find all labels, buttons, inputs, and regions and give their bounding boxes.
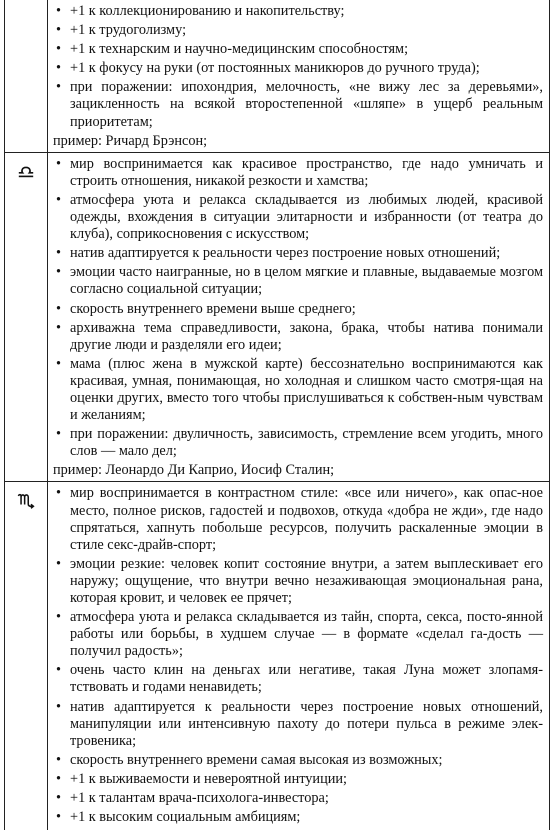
list-item <box>53 662 543 696</box>
bullet-icon: • <box>56 555 62 572</box>
list-item <box>53 320 543 354</box>
bullet-icon: • <box>56 662 62 679</box>
list-item <box>53 264 543 298</box>
bullet-list <box>53 156 543 461</box>
item-text: +1 к фокусу на руки (от постоянных маникюров до ручного труда); <box>70 60 480 77</box>
table-row <box>5 0 550 152</box>
libra-icon <box>6 154 46 185</box>
list-item <box>53 356 543 424</box>
item-text: натив адаптируется к реальности через построение новых отношений; <box>70 245 501 262</box>
item-text: архиважна тема справедливости, закона, брака, чтобы натива понимали другие люди и разделяли его идеи; <box>70 319 543 353</box>
bullet-icon: • <box>56 319 62 336</box>
bullet-icon: • <box>56 426 62 443</box>
item-text: мир воспринимается в контрастном стиле: «все или ничего», как опас-ное место, полное рисков, гадостей и подвохов, откуда «добра не жди», где надо спрятаться, хапнуть побольше ресурсов, получить раскаленные эмоции в стиле секс-драйв-спорт; <box>70 485 543 553</box>
bullet-icon: • <box>56 245 62 262</box>
bullet-icon: • <box>56 79 62 96</box>
zodiac-table <box>4 0 550 830</box>
bullet-icon: • <box>56 191 62 208</box>
item-text: +1 к трудоголизму; <box>70 22 187 39</box>
text-cell <box>48 482 550 830</box>
table-row <box>5 152 550 482</box>
list-item <box>53 3 543 20</box>
item-text: мир воспринимается как красивое пространство, где надо умничать и строить отношения, никакой резкости и хамства; <box>70 155 543 189</box>
list-item <box>53 790 543 807</box>
item-text: +1 к коллекционированию и накопительству; <box>70 3 345 19</box>
item-text: +1 к талантам врача-психолога-инвестора; <box>70 790 329 807</box>
list-item <box>53 752 543 769</box>
list-item <box>53 41 543 58</box>
item-text: атмосфера уюта и релакса складывается из любимых людей, красивой одежды, вхождения в ситуации элитарности и избранности (от театра до клуба), соприкосновения с искусством; <box>70 191 543 243</box>
bullet-icon: • <box>56 300 62 317</box>
list-item <box>53 245 543 262</box>
list-item <box>53 609 543 660</box>
list-item <box>53 60 543 77</box>
item-text: +1 к технарским и научно-медицинским способностям; <box>70 41 409 58</box>
item-text: эмоции часто наигранные, но в целом мягкие и плавные, выдаваемые мозгом согласно социальной ситуации; <box>70 264 543 298</box>
item-text: при поражении: ипохондрия, мелочность, «не вижу лес за деревьями», зацикленность на всякой второстепенной «шляпе» в ущерб реальным приоритетам; <box>70 79 543 130</box>
sign-cell <box>5 482 48 830</box>
sign-cell <box>5 152 48 482</box>
item-text: атмосфера уюта и релакса складывается из тайн, спорта, секса, посто-янной работы или борьбы, в худшем случае — в формате «сделал га-дость — получил радость»; <box>70 609 543 660</box>
bullet-icon: • <box>56 3 62 19</box>
list-item <box>53 22 543 39</box>
list-item <box>53 301 543 318</box>
bullet-icon: • <box>56 790 62 807</box>
text-cell <box>48 0 550 152</box>
list-item <box>53 809 543 826</box>
bullet-icon: • <box>56 751 62 768</box>
bullet-icon: • <box>56 609 62 626</box>
item-text: натив адаптируется к реальности через построение новых отношений, манипуляции или интенсивную пахоту до потери пульса в режиме элек-тровеника; <box>70 698 543 749</box>
list-item <box>53 156 543 190</box>
list-item <box>53 192 543 243</box>
sign-cell <box>5 0 48 152</box>
item-text: мама (плюс жена в мужской карте) бессознательно воспринимаются как красивая, умная, понимающая, но холодная и слишком часто смотря-щая на оценки других, вместо того чтобы прислушиваться к собствен-ным чувствам и желаниям; <box>70 355 543 424</box>
item-text: скорость внутреннего времени самая высокая из возможных; <box>70 751 443 768</box>
list-item <box>53 771 543 788</box>
bullet-icon: • <box>56 60 62 77</box>
item-text: скорость внутреннего времени выше среднего; <box>70 300 356 317</box>
scorpio-icon <box>6 483 46 514</box>
list-item <box>53 556 543 607</box>
example-line: пример: Ричард Брэнсон; <box>53 132 208 149</box>
item-text: при поражении: двуличность, зависимость, стремление всем угодить, много слов — мало дел; <box>70 426 543 460</box>
bullet-icon: • <box>56 809 62 826</box>
bullet-icon: • <box>56 41 62 58</box>
list-item <box>53 426 543 460</box>
bullet-icon: • <box>56 355 62 372</box>
table-row <box>5 482 550 830</box>
bullet-icon: • <box>56 155 62 172</box>
bullet-icon: • <box>56 770 62 787</box>
bullet-icon: • <box>56 22 62 39</box>
list-item <box>53 699 543 750</box>
item-text: +1 к выживаемости и невероятной интуиции; <box>70 770 348 787</box>
bullet-list <box>53 485 543 826</box>
list-item <box>53 79 543 130</box>
item-text: эмоции резкие: человек копит состояние внутри, а затем выплескивает его наружу; ощущение, что внутри вечно незаживающая эмоциональная рана, которая кровит, и человек ее прячет; <box>70 555 543 606</box>
example-line: пример: Леонардо Ди Каприо, Иосиф Сталин; <box>53 462 335 479</box>
bullet-icon: • <box>56 264 62 281</box>
bullet-icon: • <box>56 698 62 715</box>
bullet-list <box>53 3 543 131</box>
item-text: очень часто клин на деньгах или негативе, такая Луна может злопамя-тствовать и годами ненавидеть; <box>70 662 543 696</box>
text-cell <box>48 152 550 482</box>
bullet-icon: • <box>56 485 62 502</box>
item-text: +1 к высоким социальным амбициям; <box>70 809 301 826</box>
list-item <box>53 485 543 553</box>
